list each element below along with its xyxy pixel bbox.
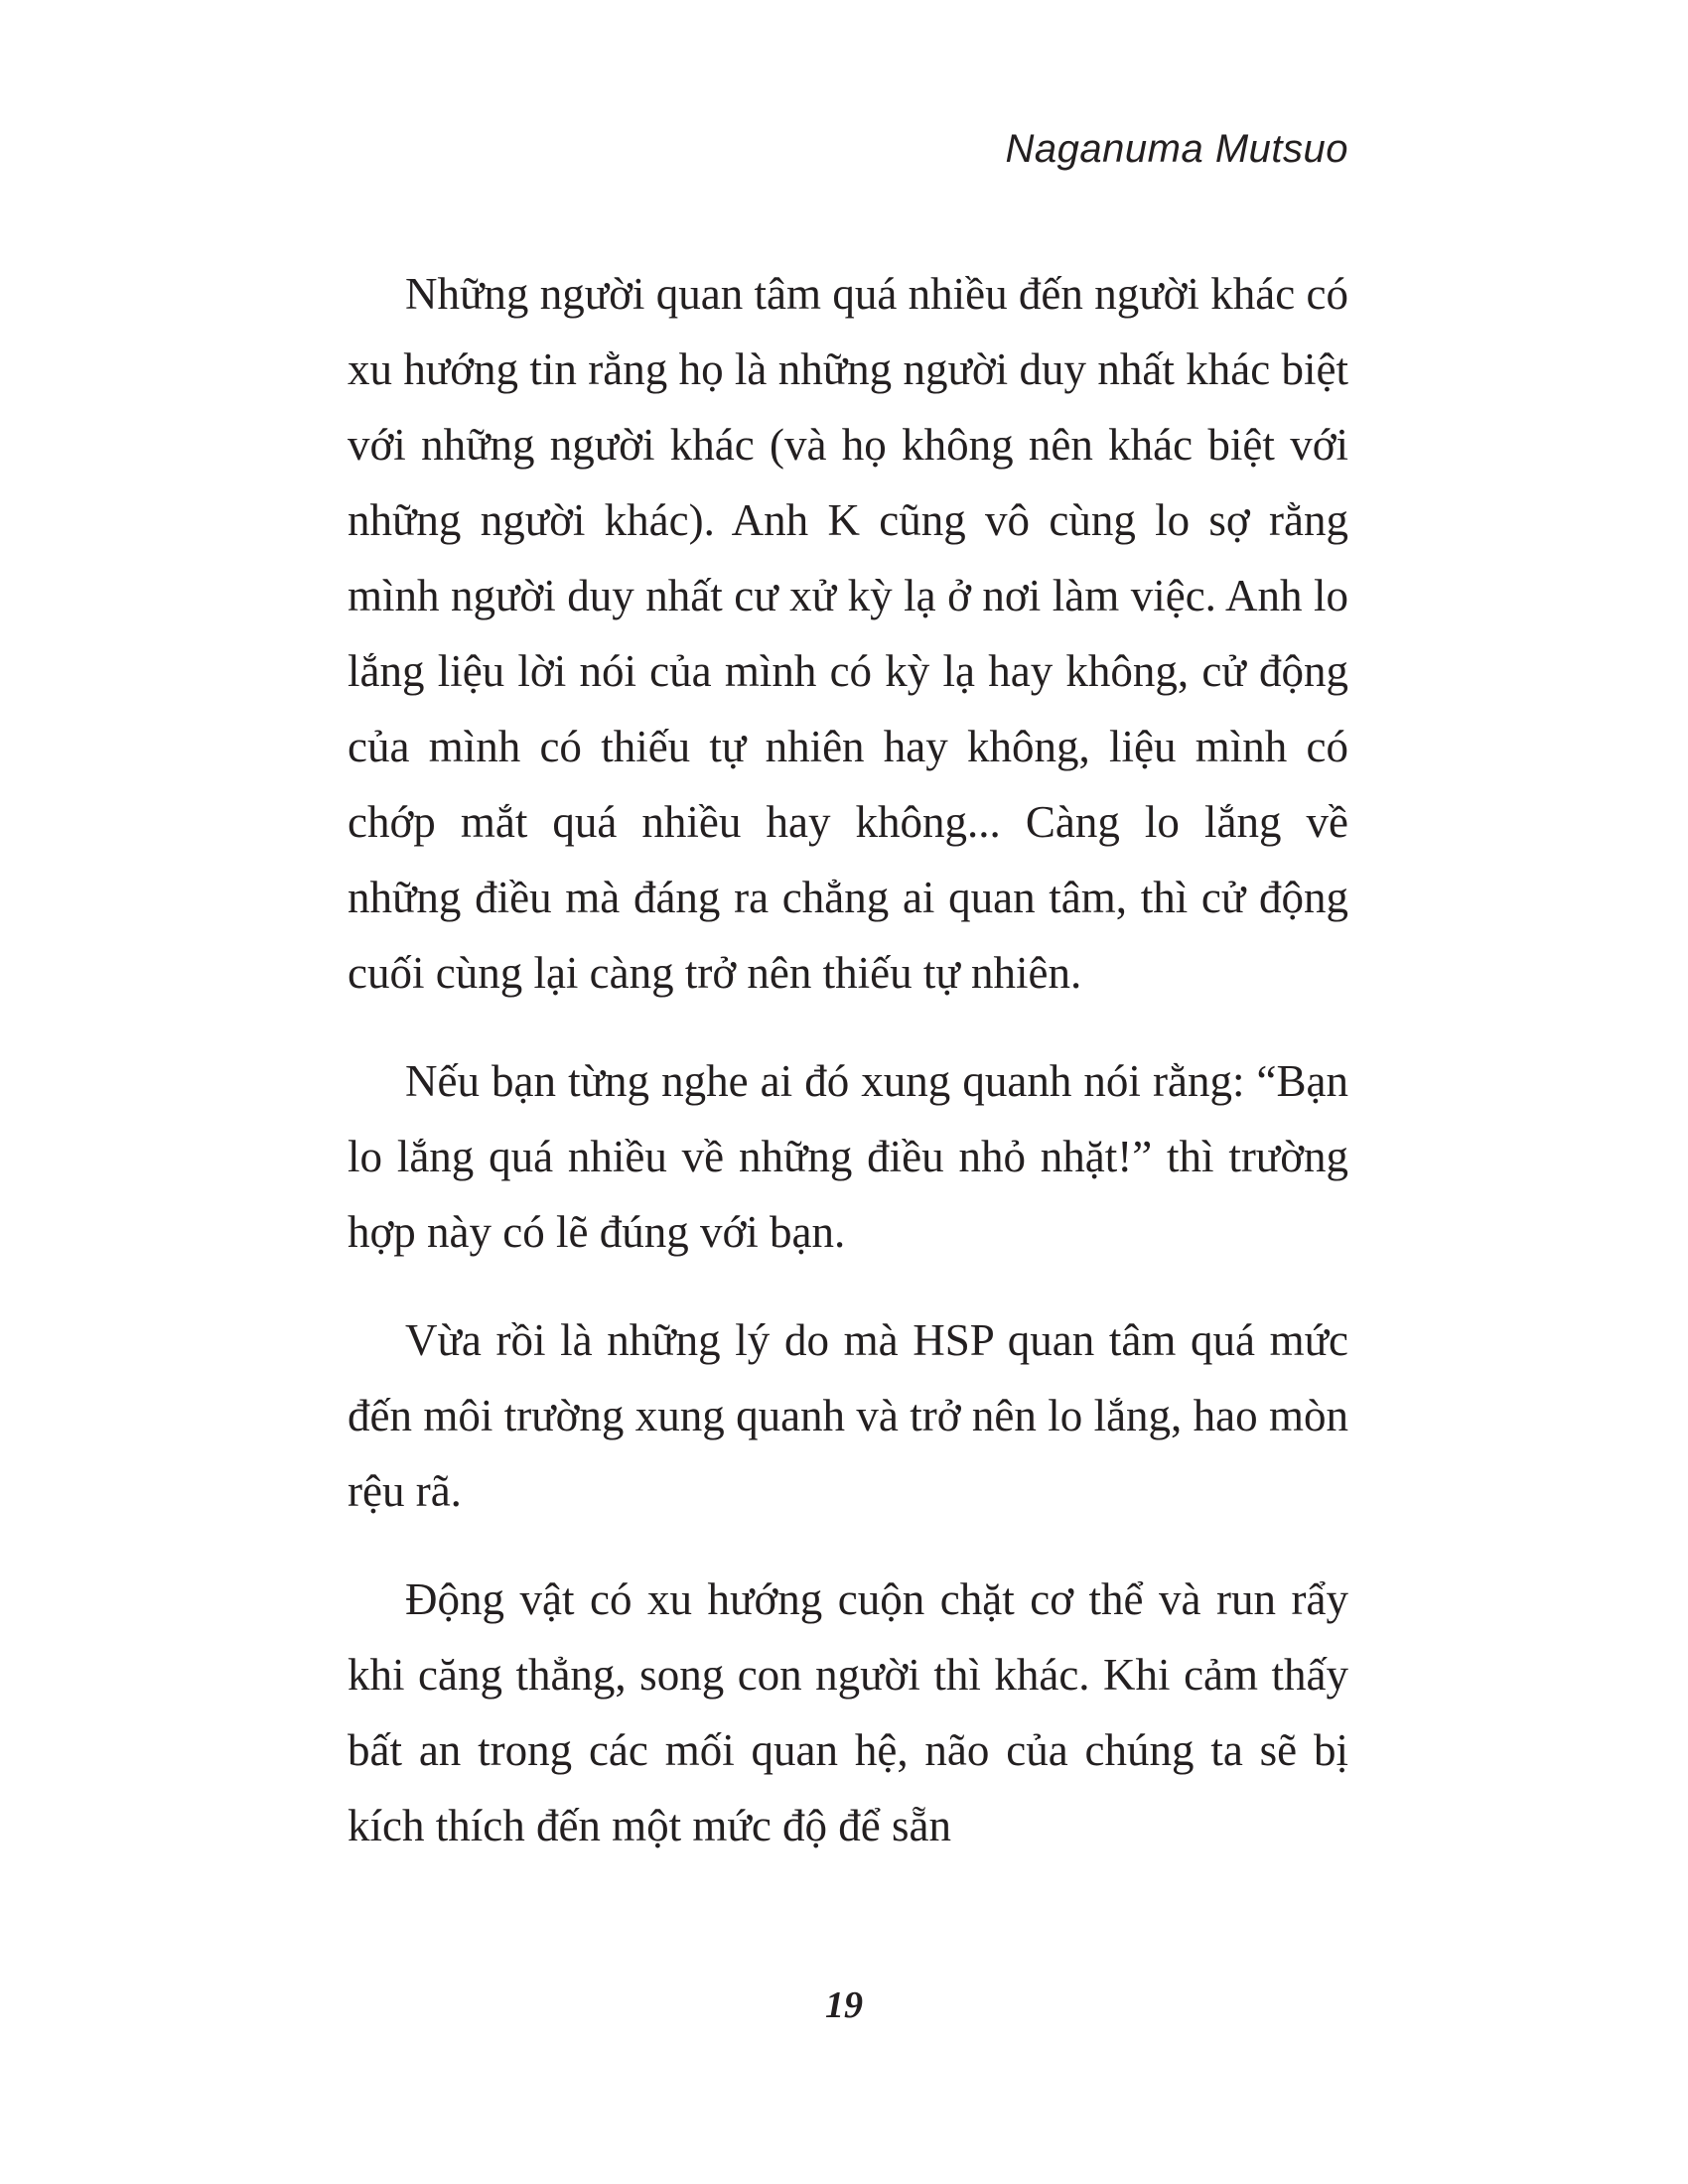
page-number: 19 <box>825 1984 863 2026</box>
paragraph-4: Động vật có xu hướng cuộn chặt cơ thể và run rẩy khi căng thẳng, song con người thì khác. Khi cảm thấy bất an trong các mối quan hệ, não của chúng ta sẽ bị kích thích đến một mức độ để sẵn <box>348 1574 1348 1850</box>
paragraph-3: Vừa rồi là những lý do mà HSP quan tâm quá mức đến môi trường xung quanh và trở nên lo lắng, hao mòn rệu rã. <box>348 1315 1348 1516</box>
body-text <box>348 256 1348 1896</box>
running-header-author: Naganuma Mutsuo <box>1005 127 1348 171</box>
paragraph-1: Những người quan tâm quá nhiều đến người khác có xu hướng tin rằng họ là những người duy nhất khác biệt với những người khác (và họ không nên khác biệt với những người khác). Anh K cũng vô cùng lo sợ rằng mình người duy nhất cư xử kỳ lạ ở nơi làm việc. Anh lo lắng liệu lời nói của mình có kỳ lạ hay không, cử động của mình có thiếu tự nhiên hay không, liệu mình có chớp mắt quá nhiều hay không... Càng lo lắng về những điều mà đáng ra chẳng ai quan tâm, thì cử động cuối cùng lại càng trở nên thiếu tự nhiên. <box>348 269 1348 998</box>
paragraph-2: Nếu bạn từng nghe ai đó xung quanh nói rằng: “Bạn lo lắng quá nhiều về những điều nhỏ nhặt!” thì trường hợp này có lẽ đúng với bạn. <box>348 1056 1348 1257</box>
